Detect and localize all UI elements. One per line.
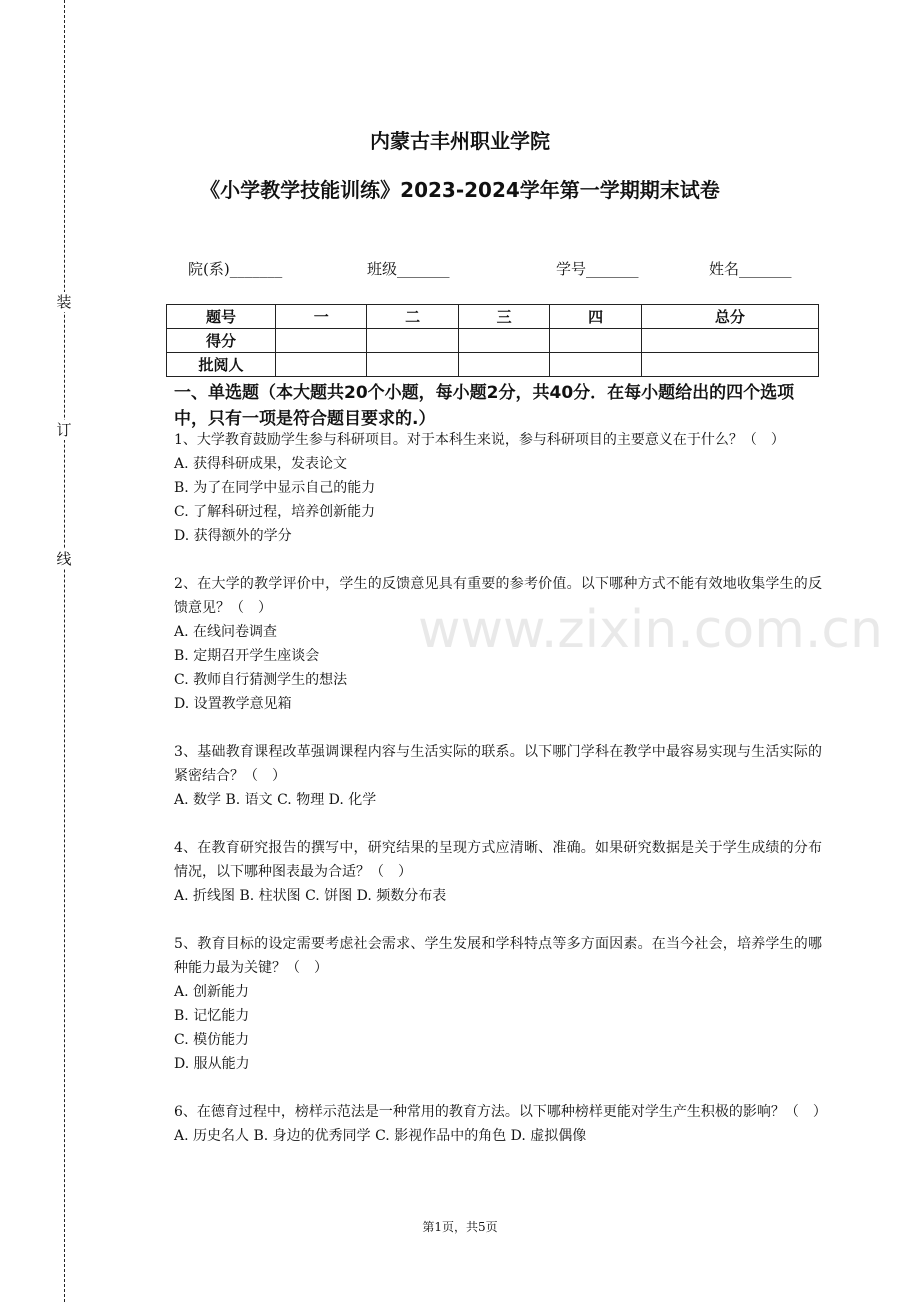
grader-cell[interactable] [367, 353, 458, 377]
class-field: 班级_______ [367, 260, 450, 278]
question-stem: 5、教育目标的设定需要考虑社会需求、学生发展和学科特点等多方面因素。在当今社会，培养学生的哪种能力最为关键？（ ） [174, 936, 822, 976]
question-stem: 3、基础教育课程改革强调课程内容与生活实际的联系。以下哪门学科在教学中最容易实现与生活实际的紧密结合？（ ） [174, 744, 822, 784]
section-heading: 一、单选题（本大题共20个小题，每小题2分，共40分．在每小题给出的四个选项中，只有一项是符合题目要求的.） [174, 383, 795, 429]
question-stem: 1、大学教育鼓励学生参与科研项目。对于本科生来说，参与科研项目的主要意义在于什么？（ ） [174, 432, 785, 448]
question-stem: 4、在教育研究报告的撰写中，研究结果的呈现方式应清晰、准确。如果研究数据是关于学生成绩的分布情况，以下哪种图表最为合适？（ ） [174, 840, 822, 880]
score-cell[interactable] [550, 329, 641, 353]
page-footer: 第1页，共5页 [422, 1220, 498, 1234]
question-option: D. 服从能力 [174, 1056, 250, 1072]
question-option: D. 设置教学意见箱 [174, 696, 292, 712]
score-row [167, 329, 819, 353]
question-3 [174, 740, 822, 812]
department-field: 院(系)_______ [188, 260, 283, 278]
score-cell[interactable] [276, 329, 367, 353]
question-stem: 6、在德育过程中，榜样示范法是一种常用的教育方法。以下哪种榜样更能对学生产生积极的影响？（ ） [174, 1104, 827, 1120]
watermark: www.zixin.com.cn [418, 600, 883, 660]
score-cell[interactable] [367, 329, 458, 353]
score-table-header-cell: 四 [550, 305, 641, 329]
question-stem: 2、在大学的教学评价中，学生的反馈意见具有重要的参考价值。以下哪种方式不能有效地收集学生的反馈意见？（ ） [174, 576, 822, 616]
question-1 [174, 428, 822, 548]
question-option: A. 在线问卷调查 [174, 624, 278, 640]
question-6 [174, 1100, 827, 1148]
binding-char-ding: 订 [56, 421, 72, 439]
school-name: 内蒙古丰州职业学院 [370, 129, 550, 153]
question-option: B. 定期召开学生座谈会 [174, 648, 320, 664]
question-list [174, 428, 827, 1172]
question-option: C. 模仿能力 [174, 1032, 250, 1048]
question-option: B. 记忆能力 [174, 1008, 250, 1024]
score-table-header-cell: 三 [458, 305, 549, 329]
grader-cell[interactable] [641, 353, 818, 377]
question-5 [174, 932, 822, 1076]
question-option: D. 获得额外的学分 [174, 528, 292, 544]
grader-cell[interactable] [276, 353, 367, 377]
score-cell[interactable] [641, 329, 818, 353]
score-cell[interactable] [458, 329, 549, 353]
question-option: B. 为了在同学中显示自己的能力 [174, 480, 376, 496]
score-table-header-cell: 一 [276, 305, 367, 329]
binding-char-xian: 线 [56, 550, 72, 568]
student-info-row [0, 258, 920, 280]
score-row-label: 得分 [167, 329, 276, 353]
score-table-header-cell: 题号 [167, 305, 276, 329]
grader-row [167, 353, 819, 377]
question-option: A. 折线图 B. 柱状图 C. 饼图 D. 频数分布表 [174, 888, 447, 904]
question-option: C. 教师自行猜测学生的想法 [174, 672, 348, 688]
question-option: A. 获得科研成果，发表论文 [174, 456, 348, 472]
question-option: A. 数学 B. 语文 C. 物理 D. 化学 [174, 792, 377, 808]
score-table-header-cell: 总分 [641, 305, 818, 329]
exam-title: 《小学教学技能训练》2023-2024学年第一学期期末试卷 [200, 178, 720, 202]
question-4 [174, 836, 822, 908]
grader-cell[interactable] [550, 353, 641, 377]
score-table [166, 304, 819, 377]
binding-char-zhuang: 装 [56, 293, 72, 311]
student-id-field: 学号_______ [556, 260, 639, 278]
question-option: C. 了解科研过程，培养创新能力 [174, 504, 376, 520]
name-field: 姓名_______ [709, 260, 792, 278]
question-option: A. 创新能力 [174, 984, 250, 1000]
grader-row-label: 批阅人 [167, 353, 276, 377]
score-table-header-row [167, 305, 819, 329]
score-table-header-cell: 二 [367, 305, 458, 329]
grader-cell[interactable] [458, 353, 549, 377]
question-option: A. 历史名人 B. 身边的优秀同学 C. 影视作品中的角色 D. 虚拟偶像 [174, 1128, 587, 1144]
